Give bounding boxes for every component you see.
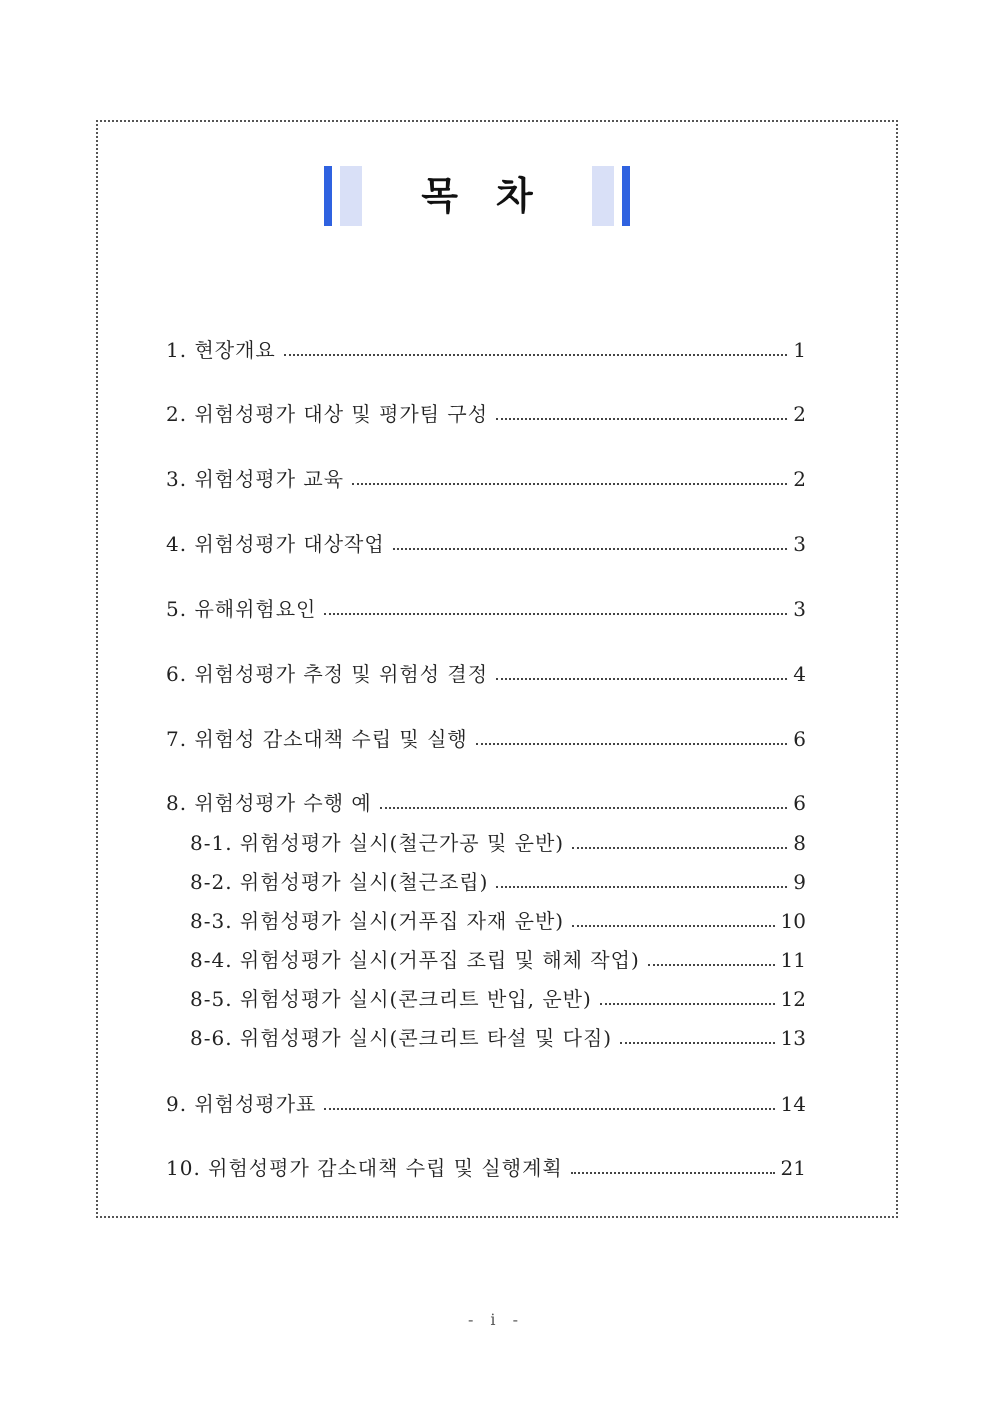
toc-subentry[interactable] <box>190 945 806 975</box>
toc-leader-dots <box>496 678 787 680</box>
toc-entry-label: 8-4. 위험성평가 실시(거푸집 조립 및 해체 작업) <box>190 948 640 972</box>
page-number-footer: - i - <box>467 1310 525 1329</box>
toc-entry-page: 6 <box>793 727 806 751</box>
toc-entry-page: 21 <box>780 1156 806 1180</box>
toc-subentry[interactable] <box>190 828 806 858</box>
toc-leader-dots <box>572 847 787 849</box>
toc-entry[interactable] <box>166 594 806 624</box>
toc-entry-label: 8-5. 위험성평가 실시(콘크리트 반입, 운반) <box>190 987 592 1011</box>
toc-entry-page: 10 <box>780 909 806 933</box>
toc-entry-page: 3 <box>793 532 806 556</box>
toc-entry-page: 2 <box>793 402 806 426</box>
toc-entry-label: 2. 위험성평가 대상 및 평가팀 구성 <box>166 402 489 426</box>
toc-leader-dots <box>620 1042 774 1044</box>
toc-entry-label: 7. 위험성 감소대책 수립 및 실행 <box>166 727 468 751</box>
toc-entry[interactable] <box>166 529 806 559</box>
toc-leader-dots <box>324 1108 774 1110</box>
toc-entry-page: 6 <box>793 791 806 815</box>
toc-subentry[interactable] <box>190 1023 806 1053</box>
toc-entry-label: 8. 위험성평가 수행 예 <box>166 791 372 815</box>
title-bar-right-light <box>592 166 614 226</box>
toc-leader-dots <box>572 925 774 927</box>
toc-subentry[interactable] <box>190 906 806 936</box>
toc-entry-label: 3. 위험성평가 교육 <box>166 467 345 491</box>
toc-entry-label: 8-1. 위험성평가 실시(철근가공 및 운반) <box>190 831 565 855</box>
toc-entry[interactable] <box>166 1089 806 1119</box>
toc-entry-page: 8 <box>793 831 806 855</box>
toc-leader-dots <box>476 743 788 745</box>
toc-entry-page: 12 <box>780 987 806 1011</box>
toc-entry-page: 11 <box>780 948 806 972</box>
toc-leader-dots <box>324 613 787 615</box>
toc-leader-dots <box>284 354 788 356</box>
toc-entry-label: 1. 현장개요 <box>166 338 276 362</box>
toc-leader-dots <box>600 1003 775 1005</box>
toc-leader-dots <box>571 1172 775 1174</box>
toc-entry-label: 9. 위험성평가표 <box>166 1092 317 1116</box>
toc-entry-page: 1 <box>793 338 806 362</box>
toc-entry-page: 14 <box>780 1092 806 1116</box>
toc-entry[interactable] <box>166 724 806 754</box>
toc-entry-label: 6. 위험성평가 추정 및 위험성 결정 <box>166 662 489 686</box>
toc-entry[interactable] <box>166 1153 806 1183</box>
toc-entry-page: 4 <box>793 662 806 686</box>
toc-entry-page: 3 <box>793 597 806 621</box>
toc-entry[interactable] <box>166 788 806 818</box>
toc-subentry[interactable] <box>190 867 806 897</box>
toc-subentry[interactable] <box>190 984 806 1014</box>
toc-entry-label: 8-2. 위험성평가 실시(철근조립) <box>190 870 489 894</box>
toc-leader-dots <box>496 886 787 888</box>
toc-entry[interactable] <box>166 659 806 689</box>
toc-leader-dots <box>648 964 775 966</box>
toc-leader-dots <box>393 548 788 550</box>
toc-entry-label: 8-3. 위험성평가 실시(거푸집 자재 운반) <box>190 909 565 933</box>
title-bar-right-dark <box>622 166 630 226</box>
toc-entry-page: 2 <box>793 467 806 491</box>
toc-entry-label: 8-6. 위험성평가 실시(콘크리트 타설 및 다짐) <box>190 1026 613 1050</box>
toc-entry-page: 13 <box>780 1026 806 1050</box>
toc-entry-page: 9 <box>793 870 806 894</box>
title-bar-left-light <box>340 166 362 226</box>
toc-entry[interactable] <box>166 464 806 494</box>
toc-entry-label: 4. 위험성평가 대상작업 <box>166 532 385 556</box>
toc-leader-dots <box>352 483 787 485</box>
toc-entry-label: 10. 위험성평가 감소대책 수립 및 실행계획 <box>166 1156 563 1180</box>
toc-leader-dots <box>380 807 788 809</box>
toc-entry[interactable] <box>166 399 806 429</box>
title-block <box>324 166 630 226</box>
page-title: 목차 <box>421 174 571 218</box>
title-bar-left-dark <box>324 166 332 226</box>
toc-entry[interactable] <box>166 335 806 365</box>
toc-leader-dots <box>496 418 787 420</box>
toc-entry-label: 5. 유해위험요인 <box>166 597 317 621</box>
